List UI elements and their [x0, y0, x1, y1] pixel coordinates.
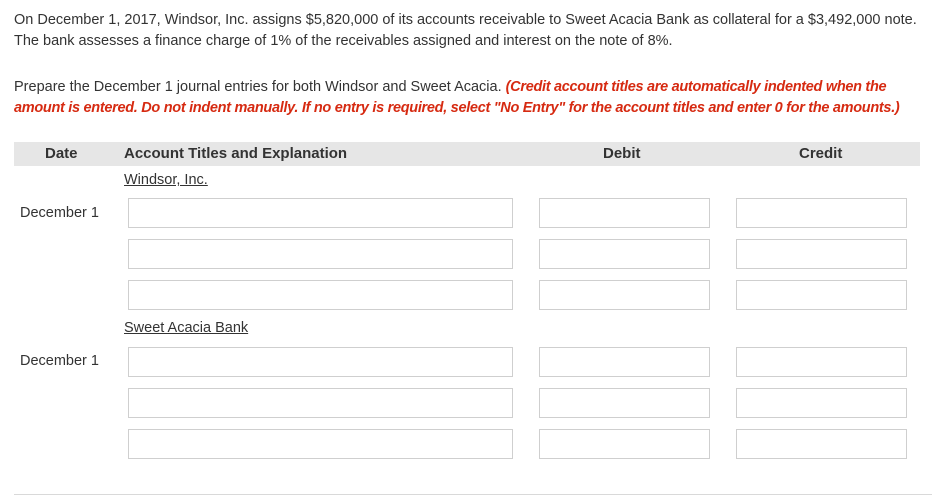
account-title-input[interactable] — [128, 239, 513, 269]
debit-input[interactable] — [539, 198, 710, 228]
bottom-divider — [14, 494, 932, 495]
account-title-input[interactable] — [128, 198, 513, 228]
credit-input[interactable] — [736, 347, 907, 377]
credit-input[interactable] — [736, 198, 907, 228]
debit-input[interactable] — [539, 429, 710, 459]
header-credit: Credit — [799, 145, 843, 162]
header-account-titles: Account Titles and Explanation — [124, 145, 348, 162]
debit-input[interactable] — [539, 347, 710, 377]
account-title-input[interactable] — [128, 429, 513, 459]
header-date: Date — [45, 145, 78, 162]
header-debit: Debit — [603, 145, 641, 162]
journal-table-header — [14, 142, 920, 166]
credit-input[interactable] — [736, 388, 907, 418]
section-date-windsor: December 1 — [20, 205, 99, 221]
debit-input[interactable] — [539, 388, 710, 418]
account-title-input[interactable] — [128, 280, 513, 310]
instructions — [14, 77, 926, 119]
credit-input[interactable] — [736, 280, 907, 310]
account-title-input[interactable] — [128, 347, 513, 377]
credit-input[interactable] — [736, 239, 907, 269]
instructions-text: Prepare the December 1 journal entries for both Windsor and Sweet Acacia. — [14, 79, 502, 95]
section-company-sweet-acacia: Sweet Acacia Bank — [124, 320, 249, 336]
instructions-note: (Credit account titles are automatically indented when the amount is entered. Do not indent manually. If no entry is required, select "No Entry" for the account titles and enter 0 for the amounts.) — [14, 79, 900, 116]
section-company-windsor: Windsor, Inc. — [124, 172, 208, 188]
credit-input[interactable] — [736, 429, 907, 459]
account-title-input[interactable] — [128, 388, 513, 418]
section-date-sweet-acacia: December 1 — [20, 353, 99, 369]
debit-input[interactable] — [539, 280, 710, 310]
problem-statement: On December 1, 2017, Windsor, Inc. assigns $5,820,000 of its accounts receivable to Sweet Acacia Bank as collateral for a $3,492,000 note. The bank assesses a finance charge of 1% of the receivables assigned and interest on the note of 8%. — [14, 12, 917, 49]
debit-input[interactable] — [539, 239, 710, 269]
